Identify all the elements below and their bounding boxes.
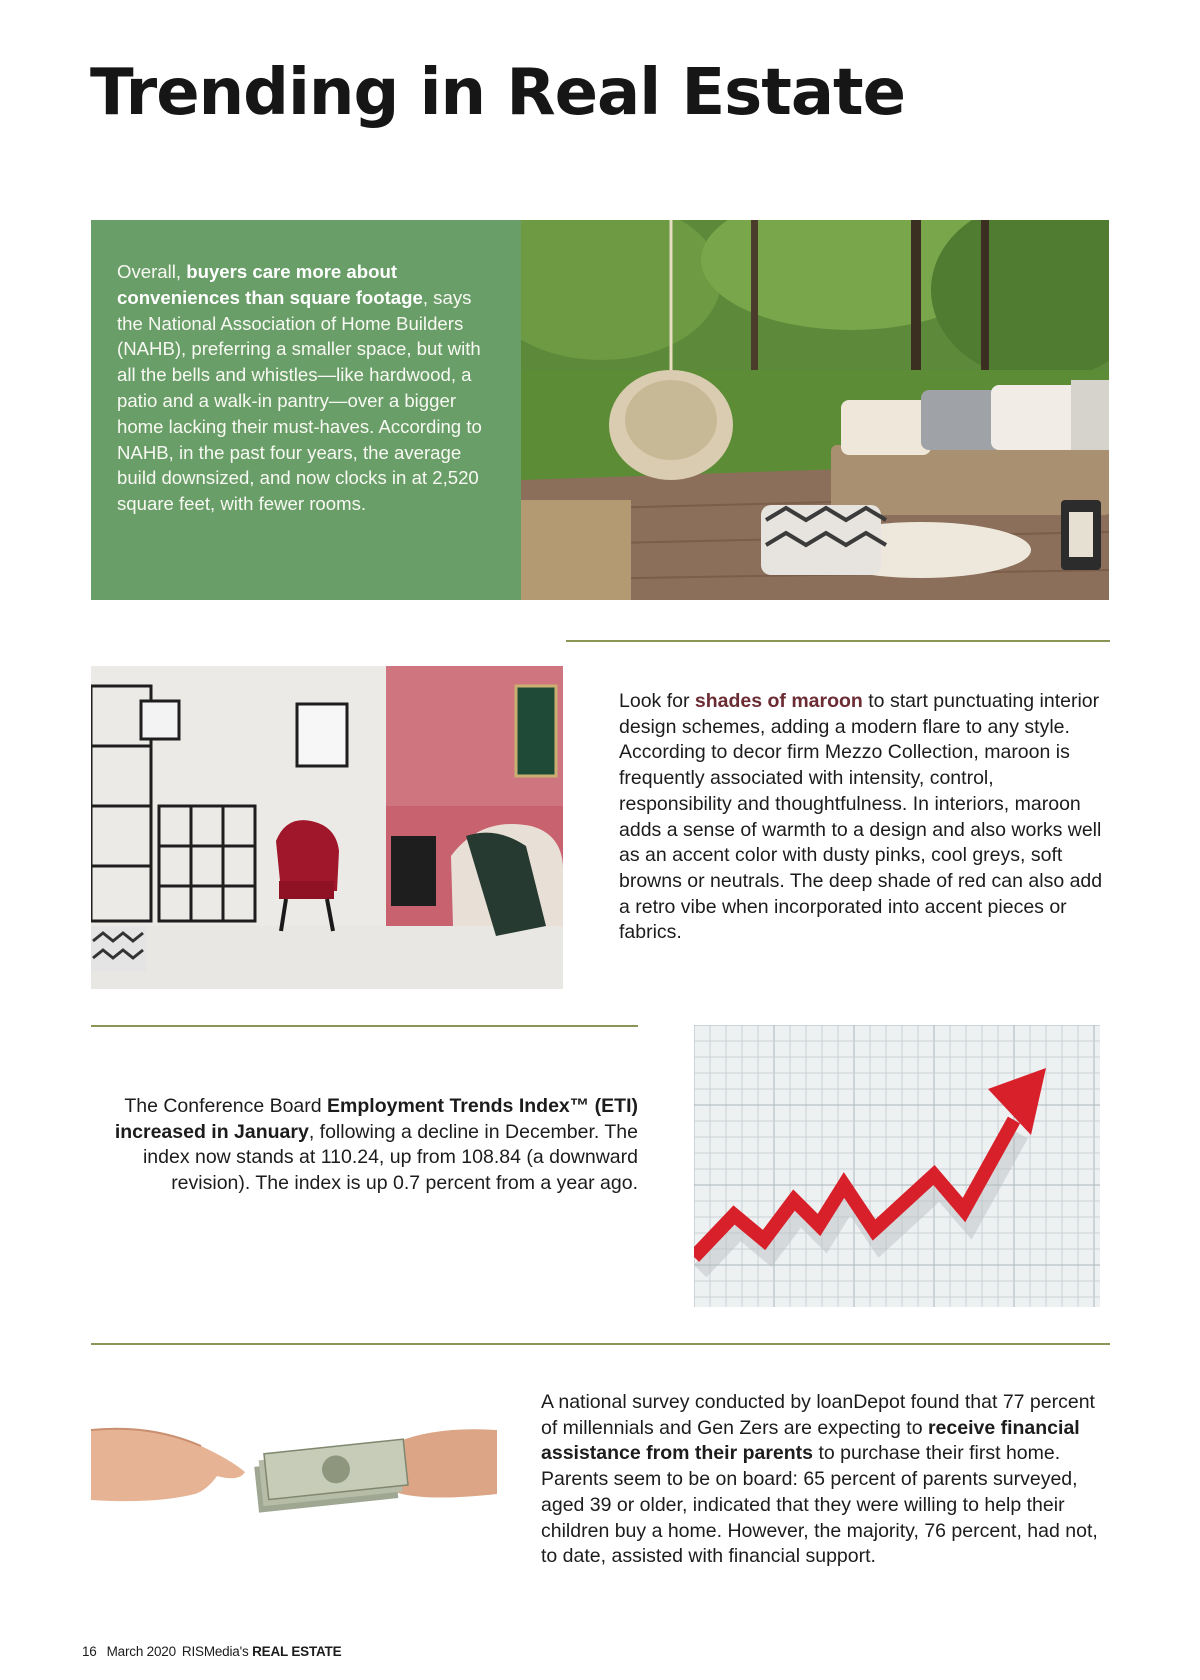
divider	[91, 1025, 638, 1027]
page-number: 16	[82, 1644, 97, 1659]
magazine-name: RISMedia's	[181, 1644, 249, 1659]
maroon-paragraph: Look for shades of maroon to start punctuating interior design schemes, adding a modern flare to any style. According to decor firm Mezzo Collection, maroon is frequently associated with intensity, control, responsibility and thoughtfulness. In interiors, maroon adds a sense of warmth to a design and also works well as an accent color with dusty pinks, cool greys, soft browns or neutrals. The deep shade of red can also add a retro vibe when incorporated into accent pieces or fabrics.	[619, 690, 1103, 944]
issue-date: March 2020	[106, 1644, 176, 1659]
patio-photo	[521, 220, 1109, 600]
maroon-highlight: shades of maroon	[694, 690, 863, 712]
page-title: Trending in Real Estate	[90, 56, 906, 130]
rising-arrow-image	[694, 1025, 1100, 1307]
loandepot-paragraph: A national survey conducted by loanDepot found that 77 percent of millennials and Gen Zers are expecting to receive financial assistance from their parents to purchase their first home. Parents seem to be on board: 65 percent of parents surveyed, aged 39 or older, indicated that they were willing to help their children buy a home. However, the majority, 76 percent, had not, to date, assisted with financial support.	[541, 1391, 1098, 1568]
divider	[566, 640, 1110, 642]
page-footer	[82, 1644, 341, 1659]
eti-paragraph: The Conference Board Employment Trends Index™ (ETI) increased in January, following a decline in December. The index now stands at 110.24, up from 108.84 (a downward revision). The index is up 0.7 percent from a year ago.	[114, 1095, 638, 1195]
money-handoff-photo	[91, 1400, 497, 1550]
nahb-paragraph: Overall, buyers care more about conveniences than square footage, says the National Association of Home Builders (NAHB), preferring a smaller space, but with all the bells and whistles—like hardwood, a patio and a walk-in pantry—over a bigger home lacking their must-haves. According to NAHB, in the past four years, the average build downsized, and now clocks in at 2,520 square feet, with fewer rooms.	[117, 261, 482, 515]
loandepot-highlight: receive financial assistance from their parents	[541, 1416, 1080, 1465]
divider	[91, 1343, 1110, 1345]
nahb-highlight: buyers care more about conveniences than square footage	[117, 261, 423, 308]
magazine-brand: REAL ESTATE	[252, 1644, 342, 1659]
eti-highlight: Employment Trends Index™ (ETI) increased in January	[114, 1095, 638, 1143]
living-room-photo	[91, 666, 563, 989]
